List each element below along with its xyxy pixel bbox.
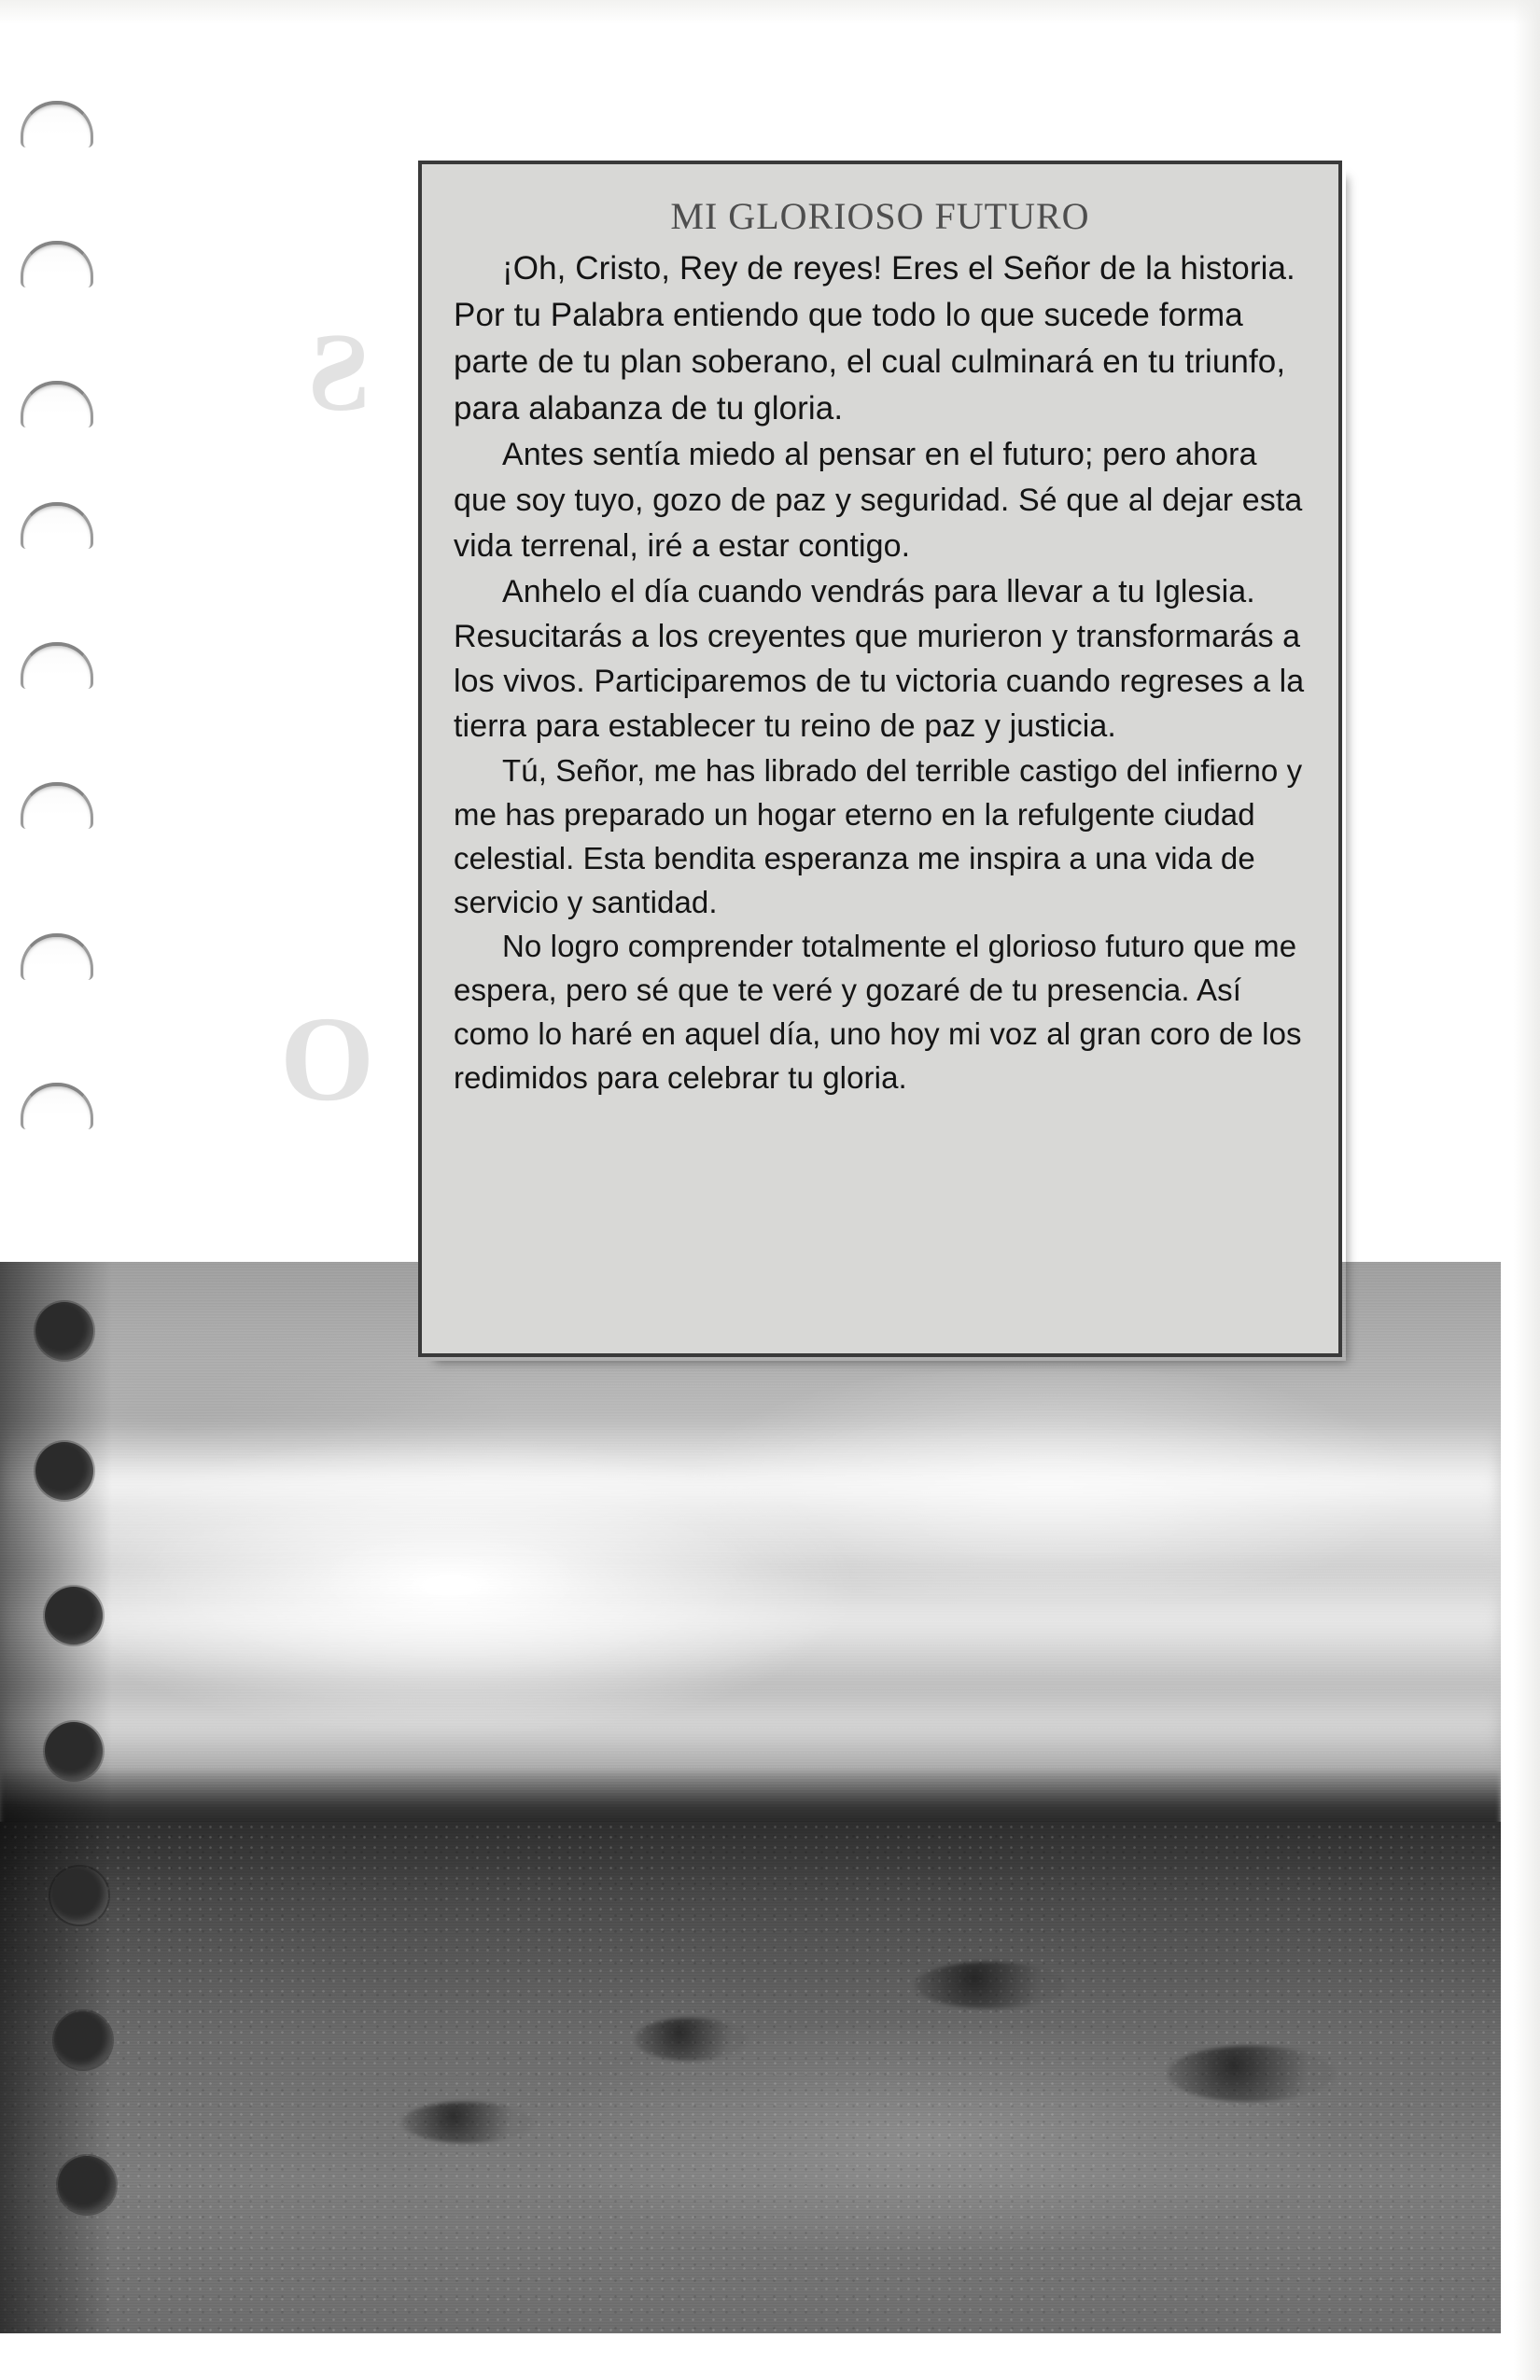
binder-punch-hole (50, 1867, 108, 1925)
binder-punch-hole (45, 1722, 103, 1780)
photo-grain (0, 1262, 1501, 2333)
binder-ring-hole (21, 381, 93, 427)
card-title: MI GLORIOSO FUTURO (670, 195, 1090, 237)
binder-punch-hole (45, 1587, 103, 1645)
showthrough-text-1: S (308, 310, 371, 434)
card-paragraph: ¡Oh, Cristo, Rey de reyes! Eres el Señor de la historia. Por tu Palabra entiendo que todo lo que sucede forma parte de tu plan soberano, el cual culminará en tu triunfo, para alabanza de tu gloria. (454, 250, 1295, 427)
scan-right-edge (1514, 0, 1540, 2380)
landscape-photograph (0, 1262, 1501, 2333)
binder-ring-hole (21, 241, 93, 287)
binder-punch-hole (58, 2156, 116, 2214)
binder-punch-hole (54, 2011, 112, 2069)
binder-ring-hole (21, 1083, 93, 1129)
binder-ring-hole (21, 782, 93, 829)
card-paragraph: Anhelo el día cuando vendrás para llevar a tu Iglesia. Resucitarás a los creyentes que murieron y transformarás a los vivos. Participaremos de tu victoria cuando regreses a la tierra para establecer tu reino de paz y justicia. (454, 574, 1305, 744)
binder-ring-hole (21, 642, 93, 689)
binder-punch-hole (35, 1442, 93, 1500)
binder-ring-hole (21, 101, 93, 147)
card-paragraph: Antes sentía miedo al pensar en el futuro; pero ahora que soy tuyo, gozo de paz y seguridad. Sé que al dejar esta vida terrenal, iré a estar contigo. (454, 437, 1303, 564)
binder-ring-hole (21, 933, 93, 980)
card-paragraph: Tú, Señor, me has librado del terrible castigo del infierno y me has preparado un hogar eterno en la refulgente ciudad celestial. Esta bendita esperanza me inspira a una vida de servicio y santidad. (454, 753, 1303, 919)
scan-top-edge (0, 0, 1540, 24)
binder-ring-hole (21, 502, 93, 549)
prayer-card (418, 161, 1342, 1357)
card-paragraph: No logro comprender totalmente el glorioso futuro que me espera, pero sé que te veré y gozaré de tu presencia. Así como lo haré en aquel día, uno hoy mi voz al gran coro de los redimidos para celebrar tu gloria. (454, 929, 1302, 1095)
showthrough-text-2: O (280, 992, 375, 1127)
binder-punch-hole (35, 1302, 93, 1360)
